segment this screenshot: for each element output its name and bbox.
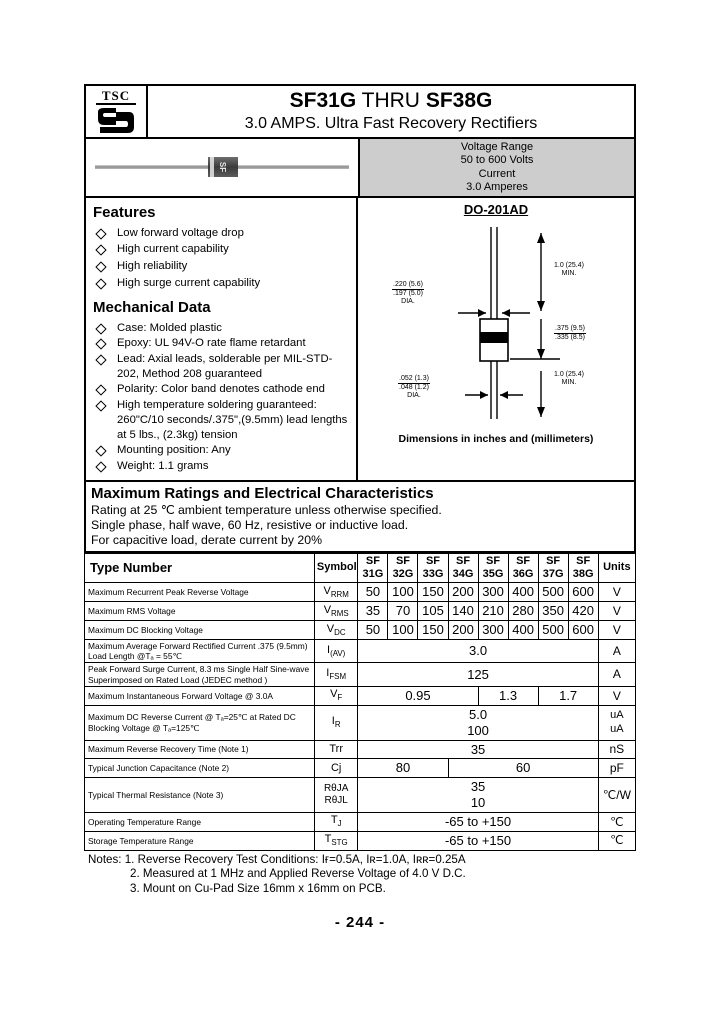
row-value: -65 to +150 bbox=[358, 812, 598, 831]
note-1: Notes: 1. Reverse Recovery Test Conditions: Iғ=0.5A, Iʀ=1.0A, Iʀʀ=0.25A bbox=[88, 852, 466, 866]
row-description: Maximum Instantaneous Forward Voltage @ 3.0A bbox=[85, 686, 315, 705]
current-label: Current bbox=[478, 167, 516, 180]
list-item bbox=[93, 226, 350, 241]
page-number: - 244 - bbox=[334, 914, 386, 932]
row-value-line: 5.0 bbox=[469, 706, 488, 722]
row-value bbox=[358, 778, 598, 813]
features-list bbox=[93, 226, 350, 291]
dim-wire-dia-label: DIA. bbox=[407, 392, 421, 400]
column-header-units: Units bbox=[598, 553, 635, 583]
list-item bbox=[93, 242, 350, 257]
note-2: 2. Measured at 1 MHz and Applied Reverse Voltage of 4.0 V D.C. bbox=[130, 867, 466, 881]
row-value-33G: 105 bbox=[418, 602, 448, 621]
row-description: Maximum Recurrent Peak Reverse Voltage bbox=[85, 583, 315, 602]
table-row bbox=[85, 812, 636, 831]
row-value-36G: 400 bbox=[508, 583, 538, 602]
row-value-32G: 100 bbox=[388, 621, 418, 640]
list-item bbox=[93, 321, 350, 336]
mech-text: High temperature soldering guaranteed: 260"C/10 seconds/.375",(9.5mm) lead lengths at 5 lbs., (2.3kg) tension bbox=[117, 398, 348, 441]
row-units: nS bbox=[598, 740, 635, 759]
package-footnote: Dimensions in inches and (millimeters) bbox=[398, 432, 594, 445]
mech-text: Epoxy: UL 94V-O rate flame retardant bbox=[117, 337, 306, 350]
row-units: ℃ bbox=[598, 812, 635, 831]
package-cell bbox=[358, 198, 634, 480]
row-symbol: $V_F$ bbox=[314, 686, 358, 705]
dim-upper-lead-label: MIN. bbox=[561, 270, 577, 277]
diode-image bbox=[93, 156, 351, 178]
row-value-34G: 200 bbox=[448, 621, 478, 640]
row-description: Maximum DC Blocking Voltage bbox=[85, 621, 315, 640]
table-row bbox=[85, 602, 636, 621]
row-value-34G: 200 bbox=[448, 583, 478, 602]
row-symbol: $V_{DC}$ bbox=[314, 621, 358, 640]
list-item bbox=[93, 276, 350, 291]
row-value-32G: 100 bbox=[388, 583, 418, 602]
row-value: 1.3 bbox=[478, 686, 538, 705]
row-value-33G: 150 bbox=[418, 621, 448, 640]
table-header-row bbox=[85, 553, 636, 583]
row-value-37G: 350 bbox=[538, 602, 568, 621]
part-prefix: SF bbox=[456, 554, 471, 567]
row-value: 80 bbox=[358, 759, 448, 778]
diamond-bullet-icon bbox=[95, 400, 106, 411]
diamond-bullet-icon bbox=[95, 278, 106, 289]
row-units: pF bbox=[598, 759, 635, 778]
part-suffix: 36G bbox=[512, 567, 534, 580]
part-suffix: 37G bbox=[542, 567, 564, 580]
row-value-38G: 420 bbox=[568, 602, 598, 621]
column-header-part-35G bbox=[478, 553, 508, 583]
dim-upper-lead-value: 1.0 (25.4) bbox=[554, 261, 584, 269]
row-value-37G: 500 bbox=[538, 583, 568, 602]
table-row bbox=[85, 621, 636, 640]
row-description: Maximum Average Forward Rectified Current .375 (9.5mm) Load Length @Tₐ = 55℃ bbox=[85, 639, 315, 663]
row-description: Storage Temperature Range bbox=[85, 831, 315, 850]
page-title bbox=[148, 89, 634, 114]
row-symbol: Trr bbox=[314, 740, 358, 759]
row-unit-line: uA bbox=[610, 709, 624, 722]
logo-mark-icon bbox=[96, 107, 136, 134]
datasheet-page bbox=[84, 84, 636, 931]
column-header-part-34G bbox=[448, 553, 478, 583]
row-value-34G: 140 bbox=[448, 602, 478, 621]
row-description: Maximum RMS Voltage bbox=[85, 602, 315, 621]
row-value-38G: 600 bbox=[568, 583, 598, 602]
list-item bbox=[93, 443, 350, 458]
package-drawing bbox=[358, 219, 634, 431]
row-value-35G: 300 bbox=[478, 621, 508, 640]
table-row bbox=[85, 759, 636, 778]
row-symbol: $I_R$ bbox=[314, 705, 358, 740]
mech-text: Mounting position: Any bbox=[117, 444, 231, 457]
diamond-bullet-icon bbox=[95, 445, 106, 456]
row-symbol: $V_{RRM}$ bbox=[314, 583, 358, 602]
voltage-range-label: Voltage Range bbox=[460, 140, 534, 153]
dim-lower-lead bbox=[554, 371, 584, 387]
part-suffix: 31G bbox=[362, 567, 384, 580]
row-value-35G: 300 bbox=[478, 583, 508, 602]
features-package-row bbox=[86, 198, 634, 482]
row-value: 3.0 bbox=[358, 639, 598, 663]
row-value-35G: 210 bbox=[478, 602, 508, 621]
note-3: 3. Mount on Cu-Pad Size 16mm x 16mm on PCB. bbox=[130, 881, 386, 895]
row-units: V bbox=[598, 621, 635, 640]
ratings-heading: Maximum Ratings and Electrical Characteristics bbox=[91, 485, 434, 503]
row-description: Typical Thermal Resistance (Note 3) bbox=[85, 778, 315, 813]
feature-text: High surge current capability bbox=[117, 276, 261, 289]
column-header-part-37G bbox=[538, 553, 568, 583]
row-description: Maximum Reverse Recovery Time (Note 1) bbox=[85, 740, 315, 759]
row-units: ℃/W bbox=[598, 778, 635, 813]
diamond-bullet-icon bbox=[95, 354, 106, 365]
mech-text: Weight: 1.1 grams bbox=[117, 459, 209, 472]
part-suffix: 34G bbox=[452, 567, 474, 580]
row-value-37G: 500 bbox=[538, 621, 568, 640]
row-units: V bbox=[598, 583, 635, 602]
list-item bbox=[93, 336, 350, 351]
row-value-36G: 400 bbox=[508, 621, 538, 640]
row-value: 35 bbox=[358, 740, 598, 759]
package-title: DO-201AD bbox=[463, 201, 529, 217]
diode-body-marking: SF bbox=[218, 162, 228, 173]
diamond-bullet-icon bbox=[95, 384, 106, 395]
dim-body-dia-min: .197 (5.0) bbox=[393, 290, 423, 297]
dim-upper-lead bbox=[554, 262, 584, 278]
dim-body-length bbox=[554, 325, 586, 342]
row-symbol bbox=[314, 778, 358, 813]
mech-text: Case: Molded plastic bbox=[117, 321, 222, 334]
table-row bbox=[85, 778, 636, 813]
feature-text: Low forward voltage drop bbox=[117, 226, 244, 239]
features-cell bbox=[86, 198, 358, 480]
row-description: Operating Temperature Range bbox=[85, 812, 315, 831]
features-heading: Features bbox=[93, 203, 156, 221]
list-item bbox=[93, 352, 350, 382]
ratings-line-3: For capacitive load, derate current by 20% bbox=[91, 533, 323, 548]
row-value-36G: 280 bbox=[508, 602, 538, 621]
specifications-table bbox=[84, 553, 636, 851]
row-symbol: Cj bbox=[314, 759, 358, 778]
part-suffix: 38G bbox=[572, 567, 594, 580]
diamond-bullet-icon bbox=[95, 323, 106, 334]
dim-body-len-max: .375 (9.5) bbox=[554, 325, 586, 334]
title-part-2: SF38G bbox=[425, 89, 493, 112]
notes-block bbox=[84, 851, 636, 896]
row-units bbox=[598, 705, 635, 740]
row-value-31G: 50 bbox=[358, 621, 388, 640]
row-value-38G: 600 bbox=[568, 621, 598, 640]
table-row bbox=[85, 740, 636, 759]
diamond-bullet-icon bbox=[95, 245, 106, 256]
title-part-1: SF31G bbox=[289, 89, 357, 112]
row-symbol: $I_{FSM}$ bbox=[314, 663, 358, 687]
diode-photo-cell bbox=[86, 139, 360, 196]
row-value: 1.7 bbox=[538, 686, 598, 705]
ratings-line-2: Single phase, half wave, 60 Hz, resistive or inductive load. bbox=[91, 518, 409, 533]
row-value: 0.95 bbox=[358, 686, 478, 705]
row-units: V bbox=[598, 602, 635, 621]
logo-glyph-icon bbox=[96, 107, 136, 134]
dim-lower-lead-label: MIN. bbox=[561, 379, 577, 386]
row-symbol: $I_{(AV)}$ bbox=[314, 639, 358, 663]
feature-text: High reliability bbox=[117, 259, 188, 272]
row-symbol: $T_{STG}$ bbox=[314, 831, 358, 850]
ratings-intro bbox=[86, 482, 634, 552]
dim-body-len-min: .335 (8.5) bbox=[555, 334, 585, 341]
column-header-part-32G bbox=[388, 553, 418, 583]
mech-text: Polarity: Color band denotes cathode end bbox=[117, 383, 325, 396]
row-value: 60 bbox=[448, 759, 598, 778]
row-value-32G: 70 bbox=[388, 602, 418, 621]
part-suffix: 33G bbox=[422, 567, 444, 580]
document-header bbox=[86, 86, 634, 139]
row-units: ℃ bbox=[598, 831, 635, 850]
column-header-part-31G bbox=[358, 553, 388, 583]
ratings-line-1: Rating at 25 ℃ ambient temperature unless otherwise specified. bbox=[91, 503, 442, 518]
part-prefix: SF bbox=[365, 554, 380, 567]
title-cell bbox=[148, 86, 634, 137]
row-symbol: $V_{RMS}$ bbox=[314, 602, 358, 621]
column-header-part-38G bbox=[568, 553, 598, 583]
page-subtitle: 3.0 AMPS. Ultra Fast Recovery Rectifiers bbox=[244, 114, 538, 132]
dim-wire-dia-max: .052 (1.3) bbox=[398, 375, 430, 384]
table-row bbox=[85, 663, 636, 687]
column-header-symbol: Symbol bbox=[314, 553, 358, 583]
voltage-range-value: 50 to 600 Volts bbox=[460, 154, 534, 167]
diamond-bullet-icon bbox=[95, 461, 106, 472]
list-item bbox=[93, 459, 350, 474]
current-value: 3.0 Amperes bbox=[466, 181, 528, 194]
part-prefix: SF bbox=[516, 554, 531, 567]
mechanical-heading: Mechanical Data bbox=[93, 298, 211, 316]
tsc-logo bbox=[96, 89, 136, 134]
dim-lower-lead-value: 1.0 (25.4) bbox=[554, 370, 584, 378]
row-units: A bbox=[598, 663, 635, 687]
logo-cell bbox=[86, 86, 148, 137]
logo-text: TSC bbox=[96, 89, 136, 105]
row-value-line: 35 bbox=[470, 779, 486, 795]
row-value-31G: 35 bbox=[358, 602, 388, 621]
list-item bbox=[93, 382, 350, 397]
row-unit-line: uA bbox=[610, 722, 624, 735]
row-units: A bbox=[598, 639, 635, 663]
row-value bbox=[358, 705, 598, 740]
datasheet-frame bbox=[84, 84, 636, 553]
row-symbol-line: RθJL bbox=[324, 795, 348, 807]
mechanical-list bbox=[93, 321, 350, 474]
table-row bbox=[85, 639, 636, 663]
row-symbol-line: RθJA bbox=[323, 782, 349, 794]
part-suffix: 35G bbox=[482, 567, 504, 580]
title-thru: THRU bbox=[356, 89, 426, 112]
list-item bbox=[93, 398, 350, 443]
feature-text: High current capability bbox=[117, 243, 229, 256]
voltage-range-box bbox=[360, 139, 634, 196]
dim-wire-dia-min: .048 (1.2) bbox=[399, 384, 429, 391]
dim-body-dia-label: DIA. bbox=[401, 298, 415, 306]
dim-body-diameter bbox=[392, 281, 424, 306]
list-item bbox=[93, 259, 350, 274]
row-value-31G: 50 bbox=[358, 583, 388, 602]
row-units: V bbox=[598, 686, 635, 705]
diamond-bullet-icon bbox=[95, 228, 106, 239]
part-suffix: 32G bbox=[392, 567, 414, 580]
dim-body-dia-max: .220 (5.6) bbox=[392, 281, 424, 290]
table-row bbox=[85, 831, 636, 850]
column-header-part-33G bbox=[418, 553, 448, 583]
mech-text: Lead: Axial leads, solderable per MIL-STD-202, Method 208 guaranteed bbox=[117, 352, 333, 380]
row-value: 125 bbox=[358, 663, 598, 687]
product-strip bbox=[86, 139, 634, 198]
row-description: Peak Forward Surge Current, 8.3 ms Single Half Sine-wave Superimposed on Rated Load (JEDEC method ) bbox=[85, 663, 315, 687]
table-row bbox=[85, 583, 636, 602]
dim-wire-diameter bbox=[398, 375, 430, 400]
diamond-bullet-icon bbox=[95, 338, 106, 349]
part-prefix: SF bbox=[576, 554, 591, 567]
row-value-line: 10 bbox=[470, 795, 486, 811]
row-value: -65 to +150 bbox=[358, 831, 598, 850]
table-row bbox=[85, 705, 636, 740]
row-symbol: $T_J$ bbox=[314, 812, 358, 831]
part-prefix: SF bbox=[486, 554, 501, 567]
table-row bbox=[85, 686, 636, 705]
part-prefix: SF bbox=[546, 554, 561, 567]
row-description: Typical Junction Capacitance (Note 2) bbox=[85, 759, 315, 778]
row-value-line: 100 bbox=[467, 722, 489, 738]
part-prefix: SF bbox=[395, 554, 410, 567]
column-header-part-36G bbox=[508, 553, 538, 583]
diamond-bullet-icon bbox=[95, 261, 106, 272]
part-prefix: SF bbox=[425, 554, 441, 567]
row-description: Maximum DC Reverse Current @ Tₐ=25℃ at Rated DC Blocking Voltage @ Tₐ=125℃ bbox=[85, 705, 315, 740]
row-value-33G: 150 bbox=[418, 583, 448, 602]
column-header-type-number: Type Number bbox=[85, 553, 315, 583]
